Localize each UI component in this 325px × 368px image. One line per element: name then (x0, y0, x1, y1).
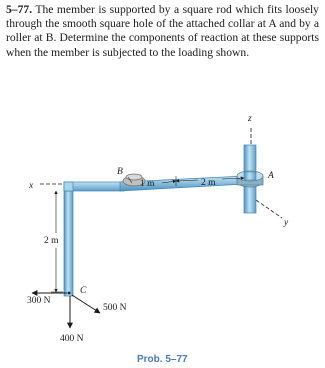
dimension-2m-vertical-label: 2 m (44, 236, 59, 246)
z-axis-label: z (248, 114, 252, 124)
point-c-marker (68, 292, 71, 295)
force-400n (60, 296, 84, 344)
force-400n-label: 400 N (60, 334, 84, 344)
dimension-1m-label: 1 m (140, 179, 155, 189)
y-axis (256, 200, 289, 228)
figure-caption: Prob. 5–77 (137, 354, 188, 365)
member (64, 176, 245, 296)
x-axis-label: x (29, 181, 34, 191)
collar-a (237, 171, 274, 187)
force-300n-label: 300 N (27, 296, 51, 306)
point-a-label: A (268, 171, 274, 181)
dimension-2m-horizontal-label: 2 m (201, 178, 216, 188)
force-500n (72, 295, 127, 313)
point-b-label: B (117, 167, 123, 177)
problem-text: The member is supported by a square rod which fits loosely through the smooth square hole of the attached collar at A and by a roller at B. Determine the components of reaction at these supports when the member is subjected to the loading shown. (6, 3, 319, 59)
dimension-2m-vertical (44, 191, 63, 292)
force-500n-label: 500 N (103, 303, 127, 313)
problem-number: 5–77. (6, 3, 33, 16)
point-c-label: C (80, 286, 87, 296)
y-axis-label: y (284, 218, 289, 228)
force-300n (27, 293, 67, 306)
x-axis (28, 181, 66, 191)
